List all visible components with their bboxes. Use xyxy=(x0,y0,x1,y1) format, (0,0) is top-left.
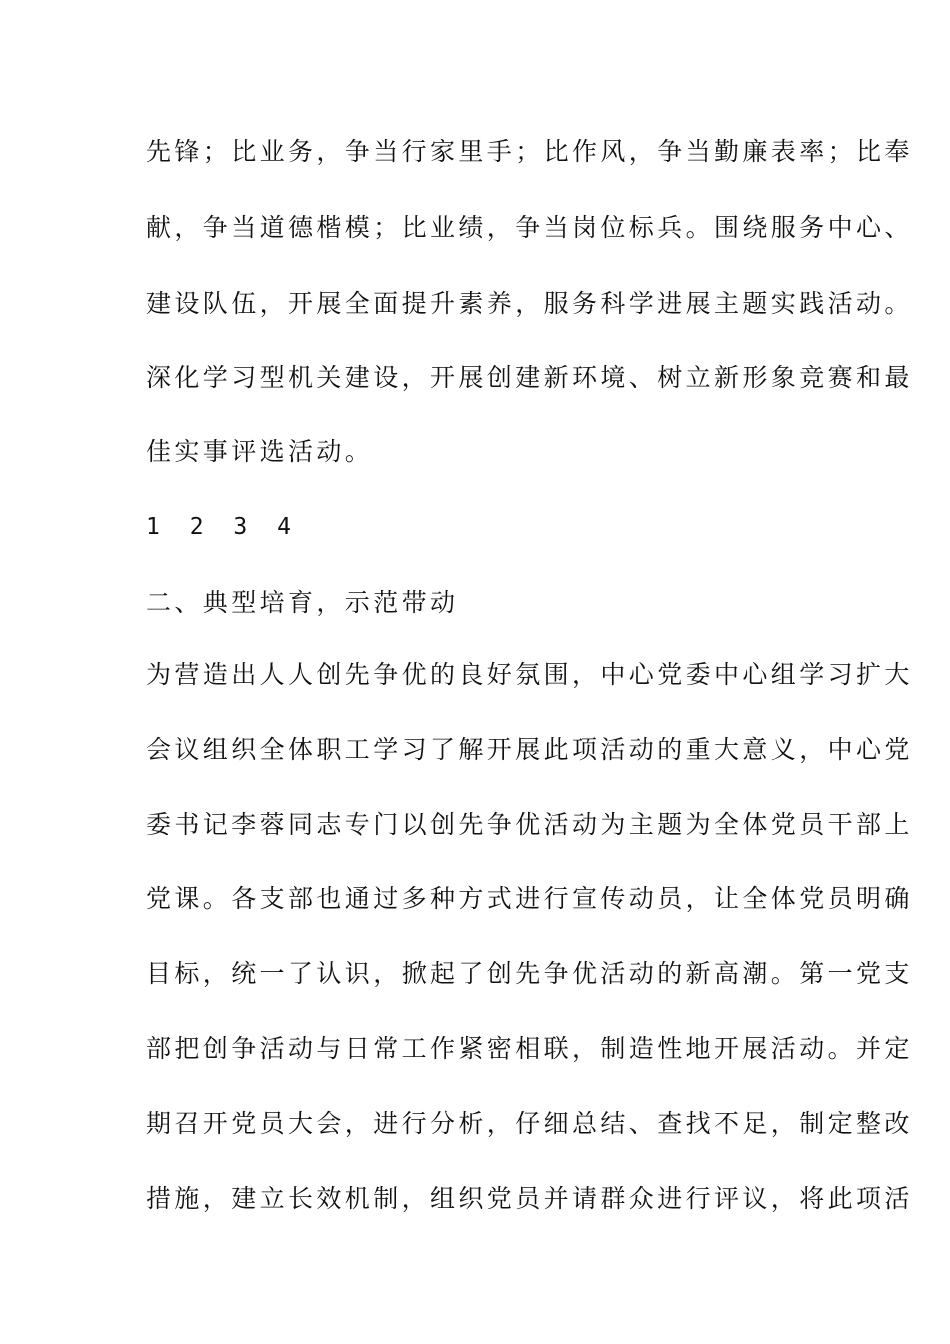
paragraph-line: 献，争当道德楷模；比业绩，争当岗位标兵。围绕服务中心、 xyxy=(146,213,913,242)
paragraph-line: 为营造出人人创先争优的良好氛围，中心党委中心组学习扩大 xyxy=(146,660,913,689)
paragraph-line: 深化学习型机关建设，开展创建新环境、树立新形象竞赛和最 xyxy=(146,363,913,392)
paragraph-line: 期召开党员大会，进行分析，仔细总结、查找不足，制定整改 xyxy=(146,1109,913,1138)
paragraph-line: 目标，统一了认识，掀起了创先争优活动的新高潮。第一党支 xyxy=(146,959,913,988)
paragraph-line: 会议组织全体职工学习了解开展此项活动的重大意义，中心党 xyxy=(146,735,913,764)
paragraph-line: 先锋；比业务，争当行家里手；比作风，争当勤廉表率；比奉 xyxy=(146,137,913,166)
paragraph-line: 委书记李蓉同志专门以创先争优活动为主题为全体党员干部上 xyxy=(146,810,913,839)
paragraph-line: 佳实事评选活动。 xyxy=(146,437,374,466)
paragraph-line: 措施，建立长效机制，组织党员并请群众进行评议，将此项活 xyxy=(146,1184,913,1213)
page-numbers: 1 2 3 4 xyxy=(146,514,299,540)
paragraph-line: 党课。各支部也通过多种方式进行宣传动员，让全体党员明确 xyxy=(146,884,913,913)
paragraph-line: 部把创争活动与日常工作紧密相联，制造性地开展活动。并定 xyxy=(146,1034,913,1063)
paragraph-line: 建设队伍，开展全面提升素养，服务科学进展主题实践活动。 xyxy=(146,289,913,318)
section-heading: 二、典型培育，示范带动 xyxy=(146,588,459,617)
